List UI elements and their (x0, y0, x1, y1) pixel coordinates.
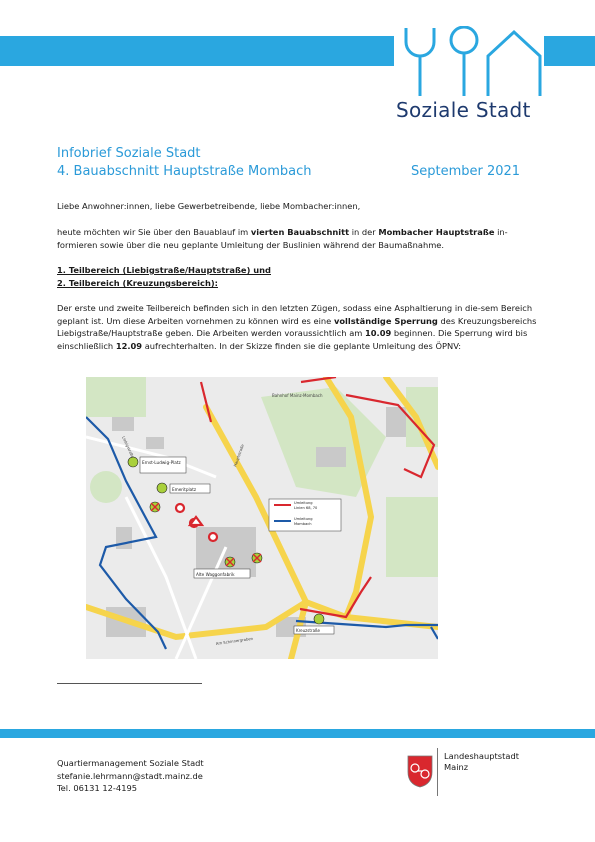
map-street-liebigstrasse: Liebigstraße (121, 435, 136, 459)
map-legend-item-2b: Mombach (294, 522, 312, 526)
map-label-alte-waggonfabrik: Alte Waggonfabrik (196, 572, 235, 577)
footer-bar (0, 729, 595, 738)
greeting: Liebe Anwohner:innen, liebe Gewerbetreibende, liebe Mombacher:innen, (57, 201, 361, 211)
detour-map (86, 377, 438, 659)
logo-mark-icon (402, 26, 542, 98)
page-subtitle: 4. Bauabschnitt Hauptstraße Mombach (57, 164, 312, 179)
map-label-ernst-ludwig: Ernst-Ludwig-Platz (142, 460, 181, 465)
logo-text: Soziale Stadt (396, 98, 531, 122)
contact-phone: Tel. 06131 12-4195 (57, 783, 138, 793)
issue-date: September 2021 (411, 164, 521, 179)
map-legend-item-1b: Linien 68, 70 (294, 506, 318, 510)
section-heading-1: 1. Teilbereich (Liebigstraße/Hauptstraße) und (57, 265, 271, 275)
map-street-hauptstrasse: Hauptstraße (232, 443, 246, 468)
section-heading-2: 2. Teilbereich (Kreuzungsbereich): (57, 278, 218, 288)
intro-paragraph: heute möchten wir Sie über den Bauablauf im vierten Bauabschnitt in der Mombacher Hauptstraße in-formieren sowie über die neu geplante Umleitung der Buslinien während der Baumaßnahme. (57, 227, 508, 250)
contact-email[interactable]: stefanie.lehrmann@stadt.mainz.de (57, 770, 203, 781)
mainz-coat-of-arms-icon (406, 754, 434, 788)
footnote-divider (57, 683, 202, 684)
map-label-emeritplatz: Emeritplatz (172, 487, 197, 492)
page-title: Infobrief Soziale Stadt (57, 146, 201, 161)
city-logo-divider (437, 748, 438, 796)
contact-org: Quartiermanagement Soziale Stadt (57, 758, 204, 768)
map-label-kreuzstrasse: Kreuzstraße (296, 628, 321, 633)
contact-block (57, 757, 204, 795)
map-legend-item-2: Umleitung (294, 517, 313, 521)
map-legend-item-1: Umleitung (294, 501, 313, 505)
map-label-bahnhof: Bahnhof Mainz-Mombach (272, 393, 323, 398)
closure-paragraph: Der erste und zweite Teilbereich befinden sich in den letzten Zügen, sodass eine Asphaltierung in die-sem Bereich geplant ist. Um diese Arbeiten vornehmen zu können wird es eine vollständige Sperrung des Kreuzungsbereichs Liebigstraße/Hauptstraße geben. Die Arbeiten werden voraussichtlich am 10.09 beginnen. Die Sperrung wird bis einschließlich 12.09 aufrechterhalten. In der Skizze finden sie die geplante Umleitung des ÖPNV: (57, 303, 537, 351)
map-street-schinnergraben: Am Schinnergraben (215, 635, 254, 646)
city-logo (406, 748, 536, 796)
city-name: Landeshauptstadt Mainz (444, 751, 519, 772)
soziale-stadt-logo (394, 24, 544, 128)
